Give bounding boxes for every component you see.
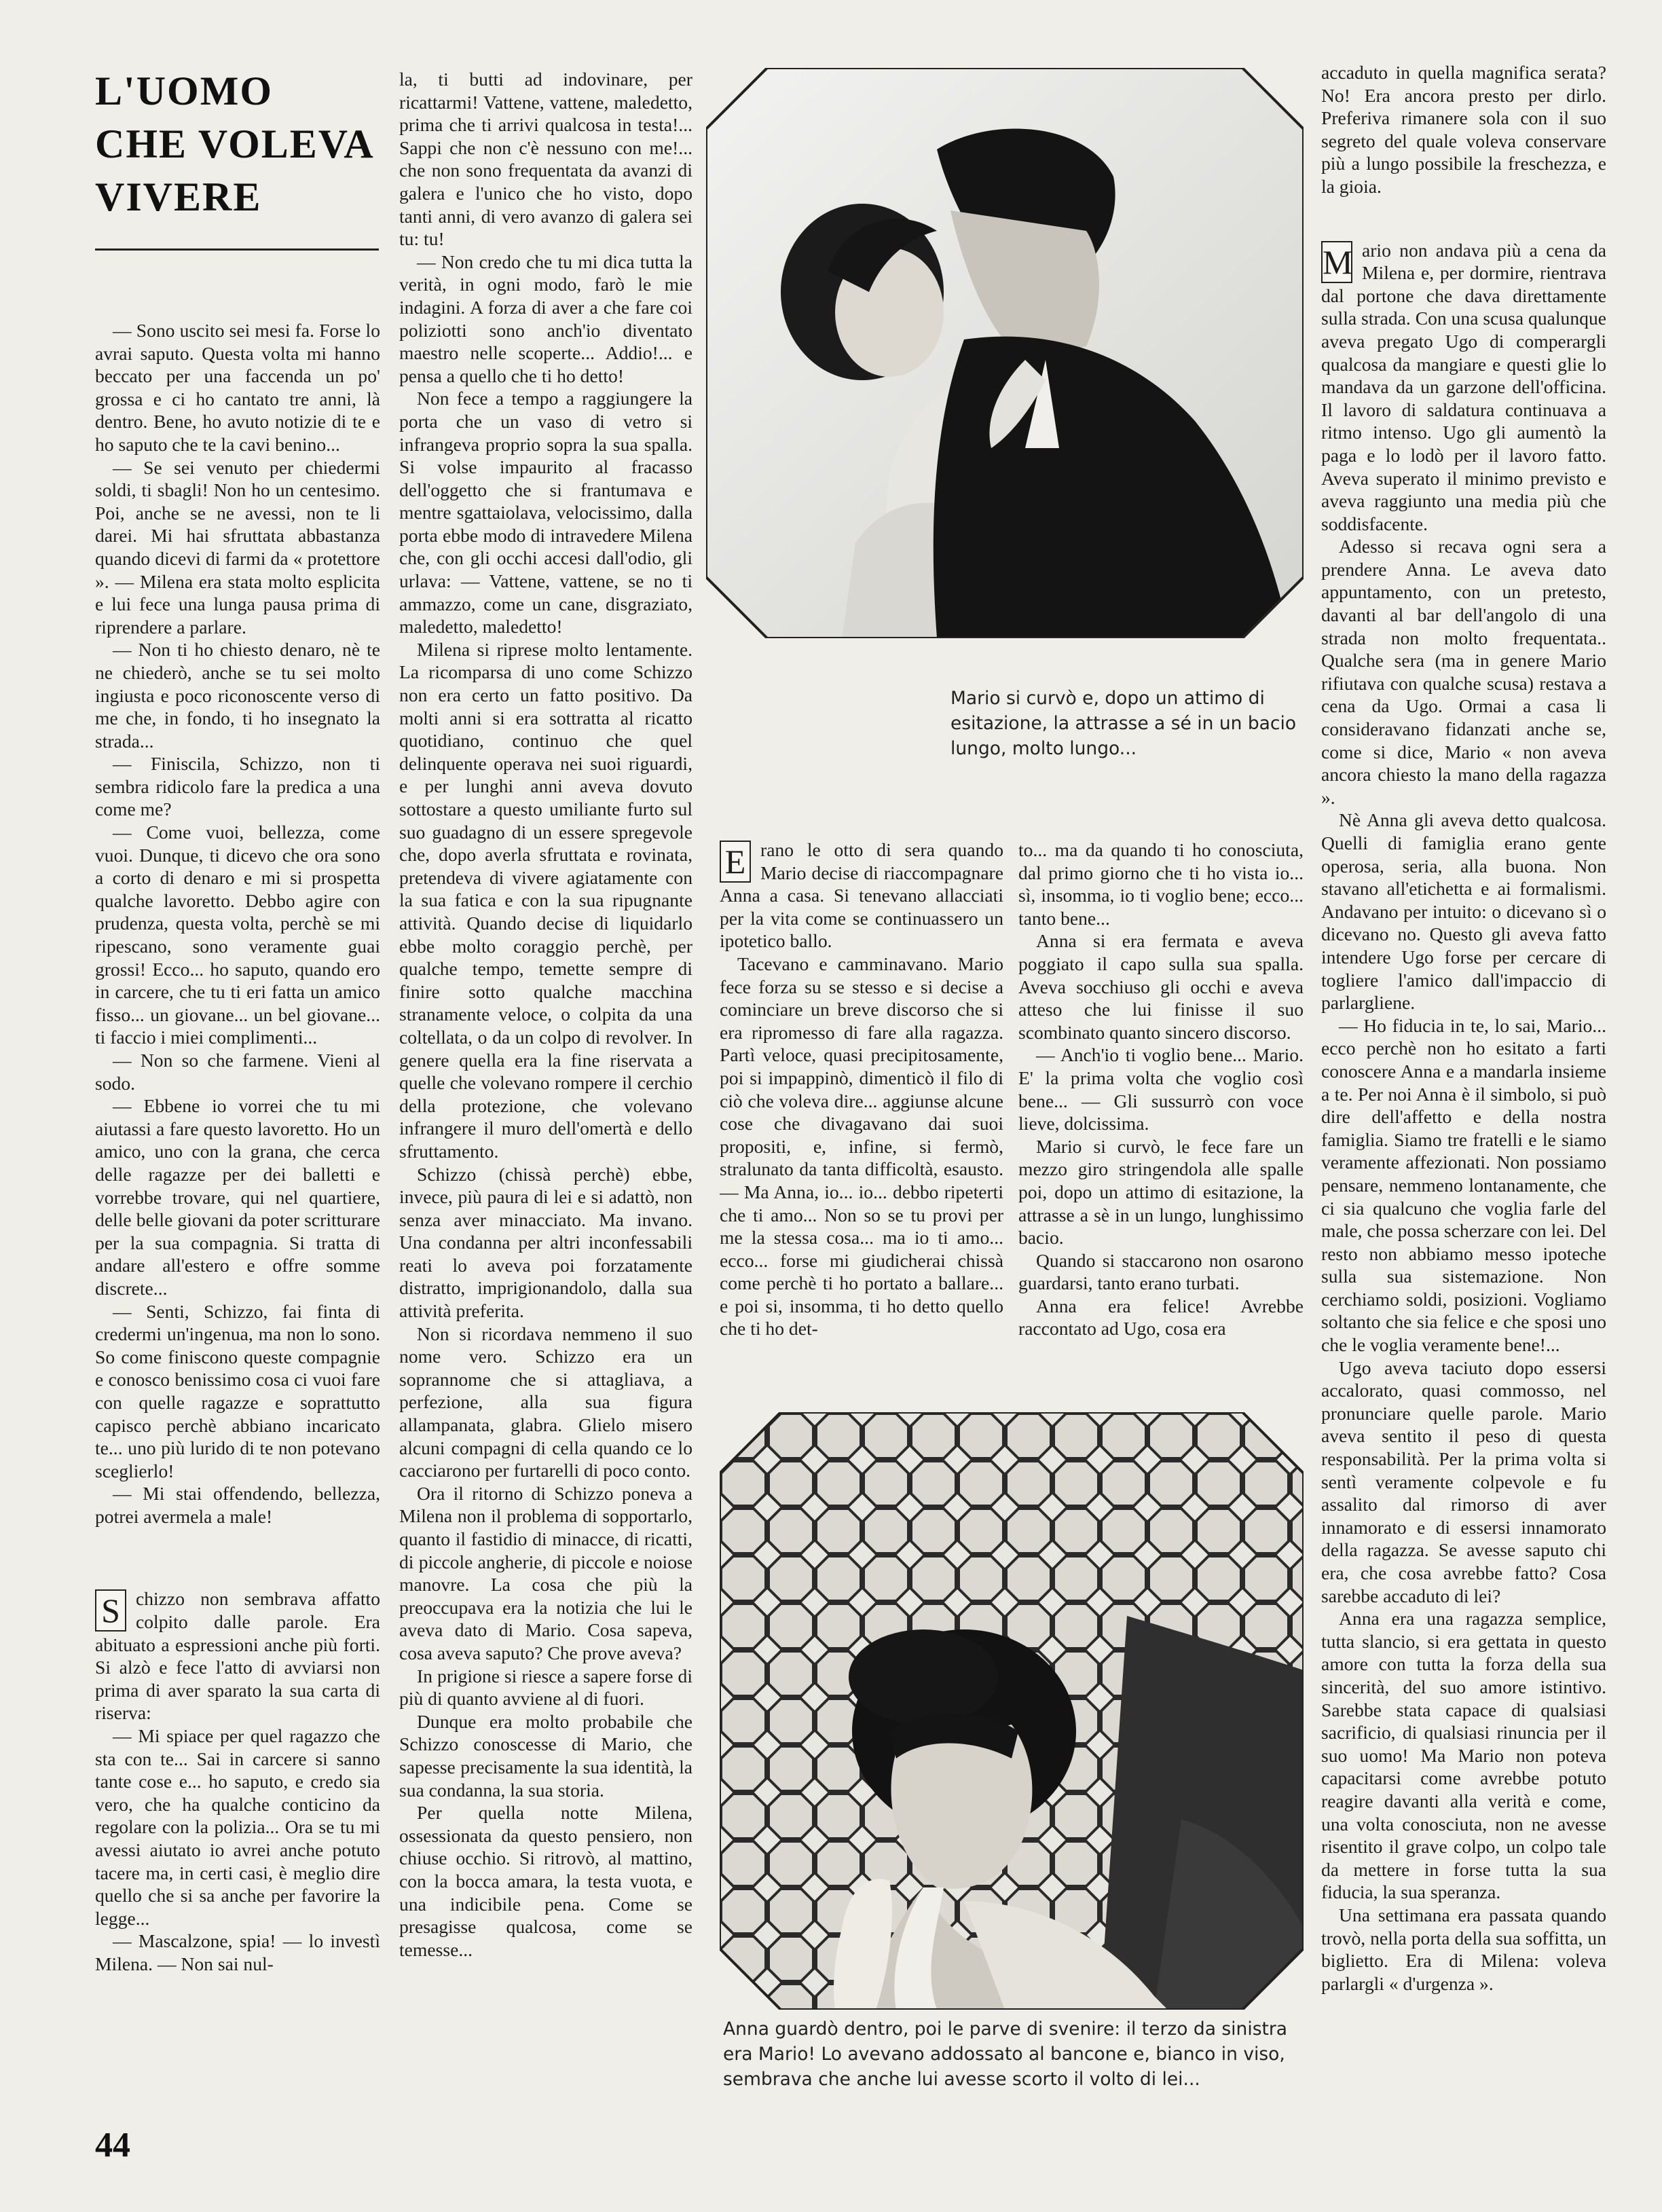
window-photo-image: [720, 1412, 1304, 2010]
drop-cap: M: [1321, 241, 1352, 283]
paragraph: — Ebbene io vorrei che tu mi aiutassi a fare questo lavoretto. Ho un amico, uno con la grana, che cerca delle ragazze per dei balletti e vorrebbe trovare, qui nel quartiere, delle belle giovani da poter scritturare per la sua compagnia. Si tratta di andare all'estero e offre somme discrete...: [95, 1095, 380, 1299]
title-line: L'UOMO: [95, 69, 273, 113]
window-photo: [720, 1412, 1304, 2010]
kiss-photo-image: [706, 68, 1304, 638]
paragraph: — Non ti ho chiesto denaro, nè te ne chiederò, anche se tu sei molto ingiusta e poco riconoscente verso di me che, in fondo, ti ho insegnato la strada...: [95, 639, 380, 752]
paragraph: Anna era felice! Avrebbe raccontato ad Ugo, cosa era: [1018, 1295, 1304, 1340]
paragraph: Adesso si recava ogni sera a prendere Anna. Le aveva dato appuntamento, con un pretesto, davanti al bar dell'angolo di una strada non molto frequentata.. Qualche sera (ma in genere Mario rifiutava con qualche scusa) restava a cena da Ugo. Ormai a casa li consideravano fidanzati anche se, come si dice, Mario « non aveva ancora chiesto la mano della ragazza ».: [1321, 536, 1606, 808]
paragraph: — Anch'io ti voglio bene... Mario. E' la prima volta che voglio così bene... — Gli sussurrò con voce lieve, dolcissima.: [1018, 1044, 1304, 1135]
paragraph: — Non so che farmene. Vieni al sodo.: [95, 1050, 380, 1094]
title-line: CHE VOLEVA: [95, 122, 375, 166]
paragraph: Non si ricordava nemmeno il suo nome vero. Schizzo era un soprannome che si attagliava, a perfezione, alla sua figura allampanata, glabra. Glielo misero alcuni compagni di cella quando ce lo cacciarono per furtarelli di poco conto.: [399, 1323, 692, 1481]
paragraph: Ora il ritorno di Schizzo poneva a Milena non il problema di sopportarlo, quanto il fastidio di minacce, di ricatti, di piccole angherie, di piccole e noiose manovre. La cosa che più la preoccupava era la notizia che lui le aveva dato di Mario. Cosa sapeva, cosa aveva saputo? Che prove aveva?: [399, 1482, 692, 1663]
text-column-4: [1018, 838, 1304, 1365]
drop-cap: S: [95, 1589, 126, 1632]
paragraph: Anna era una ragazza semplice, tutta slancio, si era gettata in questo amore con tutta la forza della sua sincerità, del suo amore istintivo. Sarebbe stata capace di qualsiasi sacrificio, di qualsiasi rinuncia per il suo uomo! Ma Mario non poteva capacitarsi come avrebbe potuto reagire davanti alla verità e come, una volta conosciuta, non ne avesse risentito il grave colpo, un colpo tale da mettere in forse tutta la sua fiducia, la sua speranza.: [1321, 1608, 1606, 1903]
title-line: VIVERE: [95, 174, 262, 219]
title-rule: [95, 248, 379, 251]
paragraph: Ugo aveva taciuto dopo essersi accalorato, quasi commosso, nel pronunciare quelle parole. Mario aveva sentito il peso di questa responsabilità. Per la prima volta si sentì veramente colpevole e fu assalito dal rimorso di aver innamorato e di essersi innamorato della ragazza. Se avesse saputo chi era, che cosa avrebbe fatto? Cosa sarebbe accaduto di lei?: [1321, 1357, 1606, 1606]
dropcap-paragraph: [1321, 239, 1606, 536]
text-column-3: [720, 838, 1003, 1365]
paragraph: — Senti, Schizzo, fai finta di credermi un'ingenua, ma non lo sono. So come finiscono queste compagnie e conosco benissimo cosa ci vuoi fare con quelle ragazze e soprattutto capisco perchè abbiano incaricato te... uno più lurido di te non potevano sceglierlo!: [95, 1300, 380, 1481]
paragraph: — Mascalzone, spia! — lo investì Milena. — Non sai nul-: [95, 1930, 380, 1974]
paragraph: la, ti butti ad indovinare, per ricattarmi! Vattene, vattene, maledetto, prima che ti arrivi qualcosa in testa!... Sappi che non c'è nessuno con me!... che non sono frequentata da avanzi di galera e l'unico che ho visto, dopo tanti anni, di vero avanzo di galera sei tu: tu!: [399, 69, 692, 250]
paragraph: Schizzo (chissà perchè) ebbe, invece, più paura di lei e si adattò, non senza aver minacciato. Ma invano. Una condanna per altri inconfessabili reati lo aveva poi forzatamente distratto, imprigionandolo, dalla sua attività preferita.: [399, 1163, 692, 1322]
paragraph-text: rano le otto di sera quando Mario decise di riaccompagnare Anna a casa. Si tenevano allacciati per la vita come se continuassero un ipotetico ballo.: [720, 839, 1003, 952]
paragraph: — Mi stai offendendo, bellezza, potrei avermela a male!: [95, 1483, 380, 1527]
kiss-photo-caption: Mario si curvò e, dopo un attimo di esitazione, la attrasse a sé in un bacio lungo, molto lungo...: [950, 688, 1297, 759]
paragraph-text: chizzo non sembrava affatto colpito dalle parole. Era abituato a espressioni anche più forti. Si alzò e fece l'atto di avviarsi non prima di aver sparato la sua carta di riserva:: [95, 1588, 380, 1724]
paragraph: Anna si era fermata e aveva poggiato il capo sulla sua spalla. Aveva socchiuso gli occhi e aveva atteso che lui finisse il suo scombinato quanto sincero discorso.: [1018, 930, 1304, 1043]
dropcap-paragraph: [720, 838, 1003, 953]
kiss-photo: [706, 68, 1304, 638]
article-title: [95, 64, 380, 223]
paragraph: — Se sei venuto per chiedermi soldi, ti sbagli! Non ho un centesimo. Poi, anche se ne avessi, non te li darei. Mi hai sfruttata abbastanza quando dicevi di farmi da « protettore ». — Milena era stata molto esplicita e lui fece una lunga pausa prima di riprendere a parlare.: [95, 456, 380, 638]
page-number: 44: [95, 2126, 130, 2164]
text-column-2: [399, 68, 692, 2095]
paragraph: Dunque era molto probabile che Schizzo conoscesse di Mario, che sapesse precisamente la sua identità, la sua condanna, la sua storia.: [399, 1710, 692, 1801]
paragraph: Quando si staccarono non osarono guardarsi, tanto erano turbati.: [1018, 1249, 1304, 1294]
paragraph: — Come vuoi, bellezza, come vuoi. Dunque, ti dicevo che ora sono a corto di denaro e mi si prospetta qualche lavoretto. Debbo agire con prudenza, questa volta, perchè se mi ripescano, sono veramente guai grossi! Ecco... ho saputo, quando ero in carcere, che tu ti eri fatta un amico fisso... un giovane... un bel giovane... ti faccio i miei complimenti...: [95, 822, 380, 1048]
paragraph: Milena si riprese molto lentamente. La ricomparsa di uno come Schizzo non era certo un fatto positivo. Da molti anni si era sottratta al ricatto quotidiano, continuo che quel delinquente operava nei suoi riguardi, e per lunghi anni aveva dovuto sottostare a questo umiliante furto sul suo guadagno di un essere spregevole che, dopo averla sfruttata e rovinata, pretendeva di vivere agiatamente con la sua fatica e con la sua ripugnante attività. Quando decise di liquidarlo ebbe molto coraggio perchè, per qualche tempo, temette sempre di finire sotto qualche macchina stranamente veloce, o colpita da una coltellata, o da un colpo di revolver. In genere quella era la fine riservata a quelle che volevano rompere il cerchio della protezione, che volevano infrangere il muro dell'omertà e dello sfruttamento.: [399, 638, 692, 1162]
paragraph: — Non credo che tu mi dica tutta la verità, in ogni modo, farò le mie indagini. A forza di aver a che fare coi poliziotti sono anch'io diventato maestro nelle scoperte... Addio!... e pensa a quello che ti ho detto!: [399, 251, 692, 386]
window-photo-caption: Anna guardò dentro, poi le parve di svenire: il terzo da sinistra era Mario! Lo avevano addossato al bancone e, bianco in viso, sembrava che anche lui avesse scorto il volto di lei...: [723, 2019, 1288, 2090]
paragraph: Una settimana era passata quando trovò, nella porta della sua soffitta, un biglietto. Era di Milena: voleva parlargli « d'urgenza ».: [1321, 1904, 1606, 1994]
paragraph: — Mi spiace per quel ragazzo che sta con te... Sai in carcere si sanno tante cose e... ho saputo, e credo sia vero, che ha qualche conticino da regolare con la polizia... Ora se tu mi avessi aiutato io avrei anche potuto tacere ma, in certi casi, è meglio dire quello che si sa anche per favorire la legge...: [95, 1725, 380, 1929]
paragraph: Per quella notte Milena, ossessionata da questo pensiero, non chiuse occhio. Si ritrovò, al mattino, con la bocca amara, la testa vuota, e una indicibile pena. Come se presagisse qualcosa, come se temesse...: [399, 1802, 692, 1960]
paragraph: Mario si curvò, le fece fare un mezzo giro stringendola alle spalle poi, dopo un attimo di esitazione, la attrasse a sè in un lungo, lunghissimo bacio.: [1018, 1135, 1304, 1249]
paragraph: Tacevano e camminavano. Mario fece forza su se stesso e si decise a cominciare un breve discorso che si era ripromesso di fare alla ragazza. Partì veloce, quasi precipitosamente, poi si impappinò, dimenticò il filo di ciò che voleva dire... aggiunse alcune cose che divagavano dai suoi propositi, e, infine, si fermò, stralunato da tanta difficoltà, esausto. — Ma Anna, io... io... debbo ripeterti che ti amo... Non so se tu provi per me la stessa cosa... ma io ti amo... ecco... forse mi giudicherai chissà come perchè ti ho portato a ballare... e poi si, insomma, ti ho detto quello che ti ho det-: [720, 953, 1003, 1340]
paragraph: In prigione si riesce a sapere forse di più di quanto avviene al di fuori.: [399, 1665, 692, 1710]
paragraph: — Finiscila, Schizzo, non ti sembra ridicolo fare la predica a una come me?: [95, 753, 380, 820]
paragraph: — Sono uscito sei mesi fa. Forse lo avrai saputo. Questa volta mi hanno beccato per una faccenda un po' grossa e ci ho cantato tre anni, là dentro. Bene, ho avuto notizie di te e ho saputo che te la cavi benino...: [95, 320, 380, 455]
paragraph: — Ho fiducia in te, lo sai, Mario... ecco perchè non ho esitato a farti conoscere Anna e a mandarla insieme a te. Per noi Anna è il simbolo, si può dire dell'affetto e della nostra famiglia. Siamo tre fratelli e le siamo veramente affezionati. Non possiamo pensare, nemmeno lontanamente, che ci sia qualcuno che voglia farle del male, che possa scherzare con lei. Del resto non abbiamo messo ipoteche sulla sua sistemazione. Non cerchiamo soldi, posizioni. Vogliamo soltanto che sia felice e che sposi uno che le voglia veramente bene!...: [1321, 1014, 1606, 1356]
text-column-5: [1321, 61, 1606, 2139]
paragraph-text: ario non andava più a cena da Milena e, per dormire, rientrava dal portone che dava direttamente sulla strada. Con una scusa qualunque aveva pregato Ugo di comperargli qualcosa da mangiare e questi glie lo mandava da un garzone dell'officina. Il lavoro di saldatura continuava a ritmo intenso. Ugo gli aumentò la paga e lo lodò per il lavoro fatto. Aveva superato il minimo previsto e aveva raggiunto una media più che soddisfacente.: [1321, 239, 1606, 534]
paragraph: to... ma da quando ti ho conosciuta, dal primo giorno che ti ho vista io... sì, insomma, io ti voglio bene; ecco... tanto bene...: [1018, 839, 1304, 929]
dropcap-paragraph: [95, 1587, 380, 1725]
text-column-1: [95, 319, 380, 2064]
paragraph: Nè Anna gli aveva detto qualcosa. Quelli di famiglia erano gente operosa, seria, alla buona. Non stavano all'etichetta e ai formalismi. Andavano per intuito: o dicevano sì o dicevano no. Questo gli aveva fatto intendere Ugo forse per cercare di togliere l'amico dall'impaccio di parlargliene.: [1321, 809, 1606, 1014]
paragraph: accaduto in quella magnifica serata? No! Era ancora presto per dirlo. Preferiva rimanere sola con il suo segreto del quale voleva conservare più a lungo possibile la freschezza, e la gioia.: [1321, 62, 1606, 197]
paragraph: Non fece a tempo a raggiungere la porta che un vaso di vetro si infrangeva proprio sopra la sua spalla. Si volse impaurito al fracasso dell'oggetto che si frantumava e mentre sgattaiolava, velocissimo, dalla porta ebbe modo di intravedere Milena che, con gli occhi accesi dall'odio, gli urlava: — Vattene, vattene, se no ti ammazzo, come un cane, disgraziato, maledetto, maledetto!: [399, 388, 692, 638]
drop-cap: E: [720, 841, 751, 883]
